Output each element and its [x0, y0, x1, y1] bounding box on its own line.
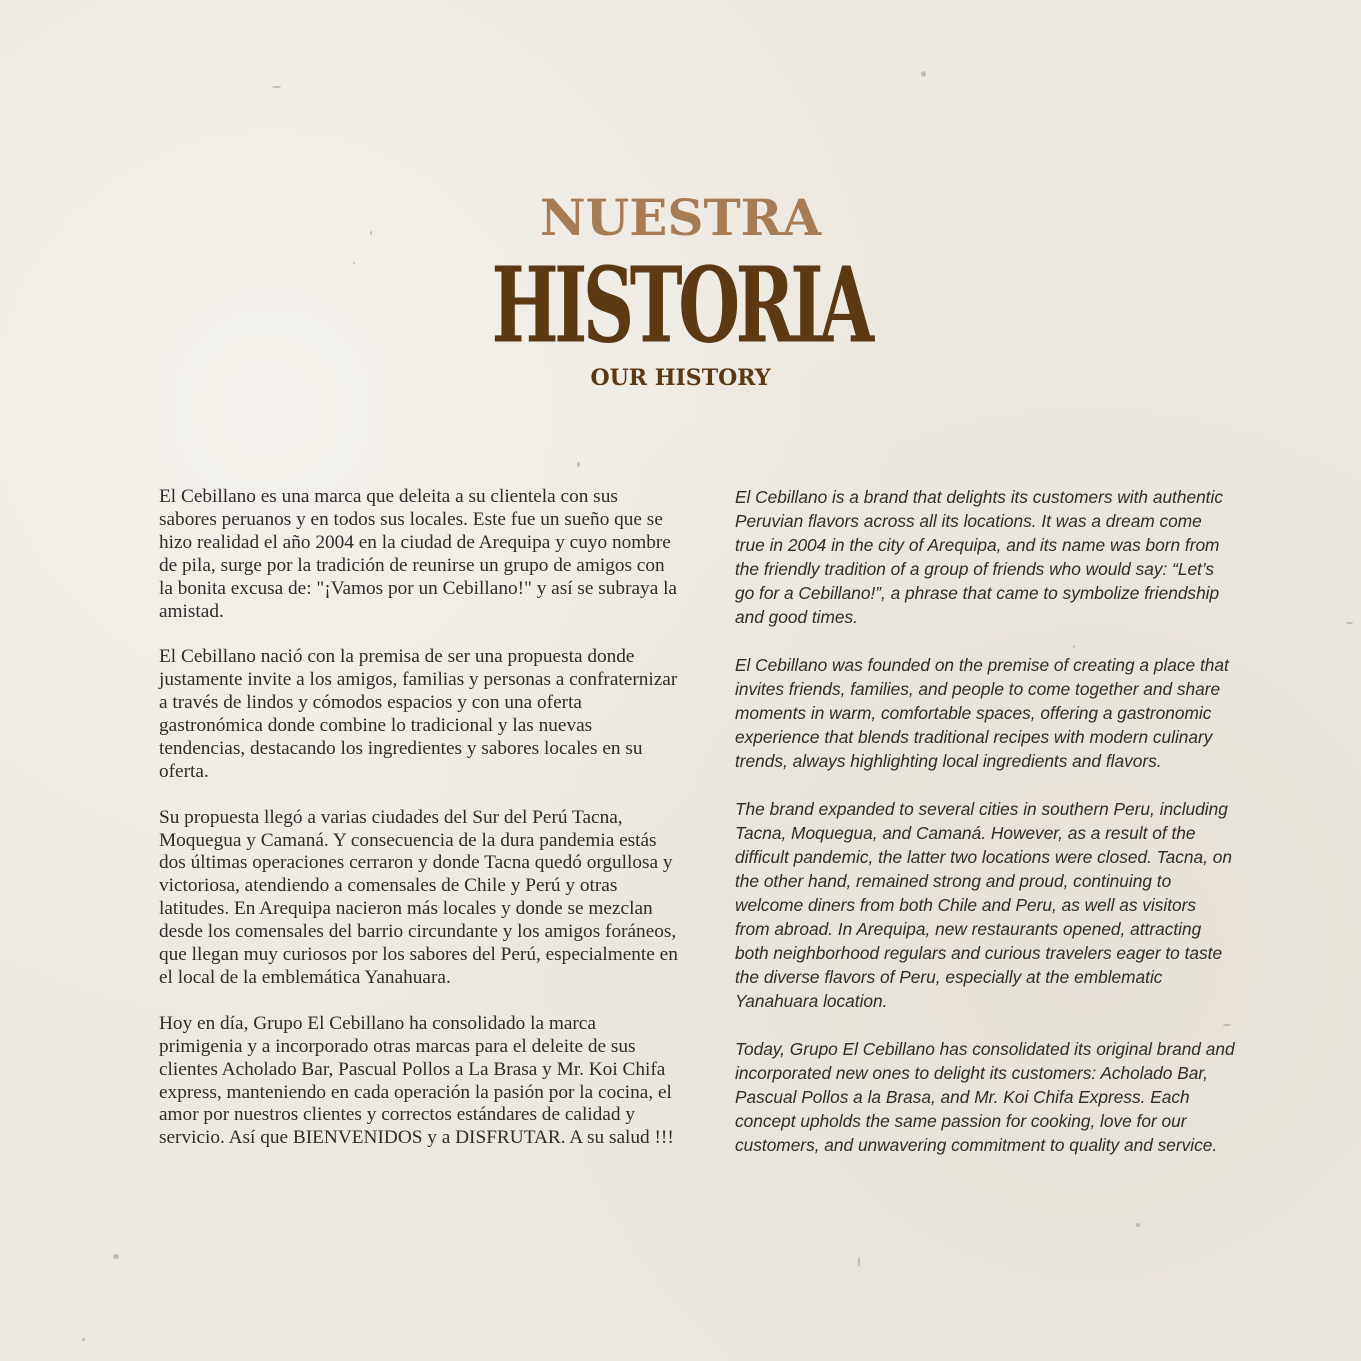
paper-speck [858, 1257, 860, 1267]
spanish-paragraph: El Cebillano es una marca que deleita a su clientela con sus sabores peruanos y en todos sus locales. Este fue un sueño que se hizo realidad el año 2004 en la ciudad de Arequipa y cuyo nombre de pila, surge por la tradición de reunirse un grupo de amigos con la bonita excusa de: "¡Vamos por un Cebillano!" y así se subraya la amistad. [159, 486, 677, 622]
english-paragraph: The brand expanded to several cities in southern Peru, including Tacna, Moquegua, and Camaná. However, as a result of the difficult pandemic, the latter two locations were closed. Tacna, on the other hand, remained strong and proud, continuing to welcome diners from both Chile and Peru, as well as visitors from abroad. In Arequipa, new restaurants opened, attracting both neighborhood regulars and curious travelers eager to taste the diverse flavors of Peru, especially at the emblematic Yanahuara location. [735, 799, 1232, 1011]
paper-speck [577, 462, 580, 467]
english-paragraph: El Cebillano is a brand that delights its customers with authentic Peruvian flavors across all its locations. It was a dream come true in 2004 in the city of Arequipa, and its name was born from the friendly tradition of a group of friends who would say: “Let’s go for a Cebillano!”, a phrase that came to symbolize friendship and good times. [735, 487, 1223, 627]
paper-speck [921, 71, 926, 77]
spanish-paragraph: El Cebillano nació con la premisa de ser una propuesta donde justamente invite a los amigos, familias y personas a confraternizar a través de lindos y cómodos espacios y con una oferta gastronómica donde combine lo tradicional y las nuevas tendencias, destacando los ingredientes y sabores locales en su oferta. [159, 646, 678, 782]
spanish-paragraph: Su propuesta llegó a varias ciudades del Sur del Perú Tacna, Moquegua y Camaná. Y consecuencia de la dura pandemia estás dos últimas operaciones cerraron y donde Tacna quedó orgullosa y victoriosa, atendiendo a comensales de Chile y Perú y otras latitudes. En Arequipa nacieron más locales y donde se mezclan desde los comensales del barrio circundante y los amigos foráneos, que llegan muy curiosos por los sabores del Perú, especialmente en el local de la emblemática Yanahuara. [159, 806, 678, 988]
english-column [735, 485, 1235, 1181]
paper-speck [1346, 622, 1353, 624]
paper-speck [1136, 1223, 1140, 1227]
title-historia: HISTORIA [491, 244, 870, 367]
spanish-paragraph: Hoy en día, Grupo El Cebillano ha consolidado la marca primigenia y a incorporado otras marcas para el deleite de sus clientes Acholado Bar, Pascual Pollos a La Brasa y Mr. Koi Chifa express, manteniendo en cada operación la pasión por la cocina, el amor por nuestros clientes y correctos estándares de calidad y servicio. Así que BIENVENIDOS y a DISFRUTAR. A su salud !!! [159, 1012, 674, 1149]
paper-speck [113, 1254, 119, 1259]
title-nuestra: NUESTRA [539, 188, 822, 247]
subtitle-our-history: OUR HISTORY [590, 365, 771, 391]
english-paragraph: Today, Grupo El Cebillano has consolidated its original brand and incorporated new ones to delight its customers: Acholado Bar, Pascual Pollos a la Brasa, and Mr. Koi Chifa Express. Each concept upholds the same passion for cooking, love for our customers, and unwavering commitment to quality and service. [735, 1039, 1235, 1155]
page-header [0, 188, 1361, 392]
paper-speck [272, 86, 281, 88]
english-paragraph: El Cebillano was founded on the premise of creating a place that invites friends, families, and people to come together and share moments in warm, comfortable spaces, offering a gastronomic experience that blends traditional recipes with modern culinary trends, always highlighting local ingredients and flavors. [735, 655, 1229, 771]
spanish-column [159, 486, 679, 1173]
paper-speck [82, 1338, 85, 1341]
